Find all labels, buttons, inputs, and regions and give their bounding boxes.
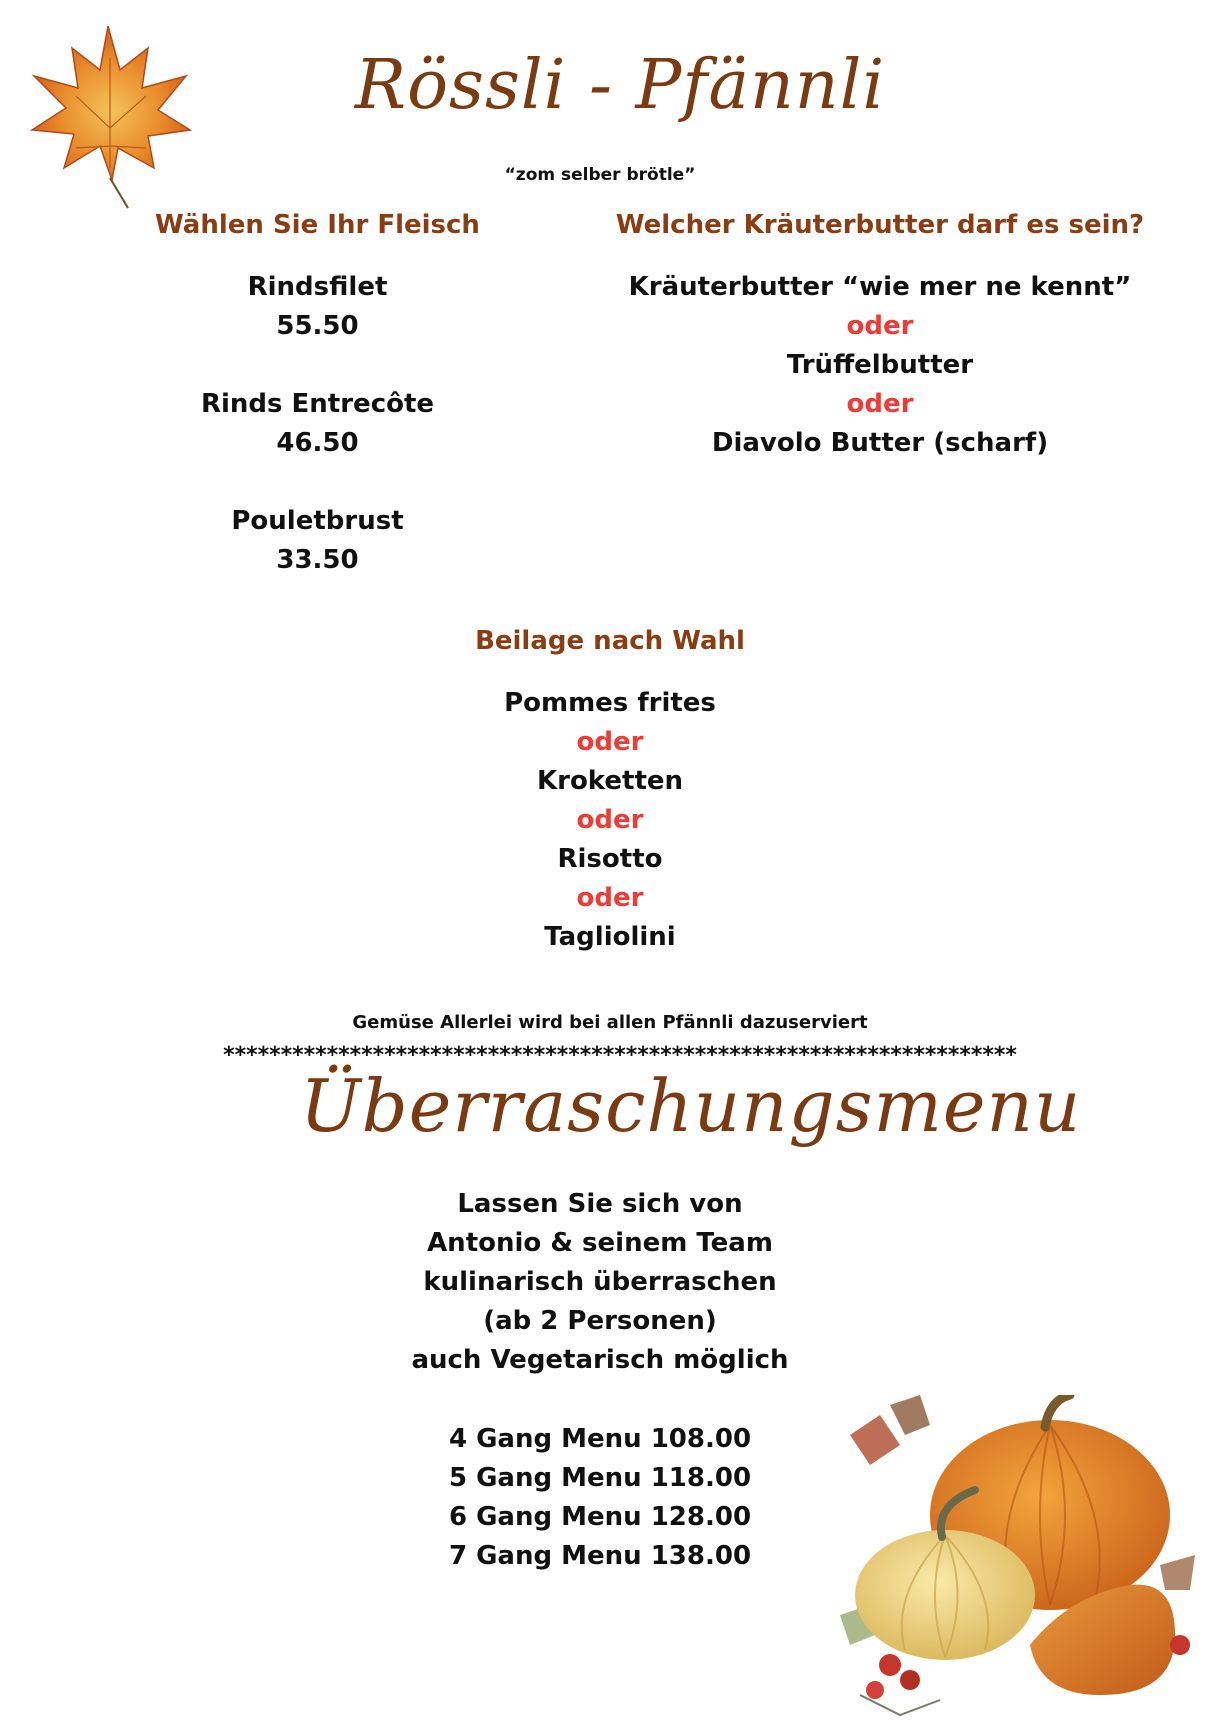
oder-separator: oder [576, 805, 644, 835]
oder-separator: oder [846, 311, 914, 341]
tagline: “zom selber brötle” [504, 165, 696, 185]
pumpkin-arrangement-icon [830, 1395, 1210, 1725]
meat-item-price: 33.50 [276, 545, 359, 575]
course-menu-item: 6 Gang Menu 128.00 [448, 1502, 752, 1532]
surprise-title: Überraschungsmenu [300, 1064, 1082, 1148]
side-option: Risotto [557, 844, 663, 874]
course-menu-item: 7 Gang Menu 138.00 [448, 1541, 752, 1571]
side-option: Tagliolini [544, 922, 676, 952]
butter-option: Diavolo Butter (scharf) [711, 428, 1049, 458]
star-divider: ********************************************************************* [223, 1043, 1017, 1068]
meat-item-name: Pouletbrust [231, 506, 404, 536]
surprise-line: (ab 2 Personen) [483, 1306, 717, 1336]
meat-item-price: 46.50 [276, 428, 359, 458]
course-menu-list [400, 1420, 800, 1576]
sides-heading: Beilage nach Wahl [475, 626, 745, 656]
butter-option: Trüffelbutter [786, 350, 974, 380]
meat-item [155, 268, 480, 346]
vegetable-note: Gemüse Allerlei wird bei allen Pfännli dazuserviert [352, 1012, 868, 1033]
meat-item [155, 502, 480, 580]
meat-item-name: Rindsfilet [247, 272, 388, 302]
side-option: Pommes frites [504, 688, 716, 718]
course-menu-item: 4 Gang Menu 108.00 [448, 1424, 752, 1454]
oder-separator: oder [846, 389, 914, 419]
meat-heading: Wählen Sie Ihr Fleisch [155, 210, 480, 240]
surprise-description [350, 1185, 850, 1380]
maple-leaf-icon [20, 18, 200, 213]
butter-option: Kräuterbutter “wie mer ne kennt” [628, 272, 1132, 302]
meat-item-name: Rinds Entrecôte [200, 389, 435, 419]
butter-list [610, 268, 1150, 463]
surprise-line: Antonio & seinem Team [427, 1228, 773, 1258]
meat-list [155, 268, 480, 580]
butter-heading: Welcher Kräuterbutter darf es sein? [615, 210, 1145, 240]
oder-separator: oder [576, 727, 644, 757]
surprise-line: kulinarisch überraschen [423, 1267, 777, 1297]
meat-item-price: 55.50 [276, 311, 359, 341]
meat-item [155, 385, 480, 463]
page-title: Rössli - Pfännli [354, 46, 886, 125]
oder-separator: oder [576, 883, 644, 913]
sides-list [360, 684, 860, 957]
course-menu-item: 5 Gang Menu 118.00 [448, 1463, 752, 1493]
side-option: Kroketten [536, 766, 684, 796]
surprise-line: Lassen Sie sich von [457, 1189, 743, 1219]
surprise-line: auch Vegetarisch möglich [411, 1345, 789, 1375]
